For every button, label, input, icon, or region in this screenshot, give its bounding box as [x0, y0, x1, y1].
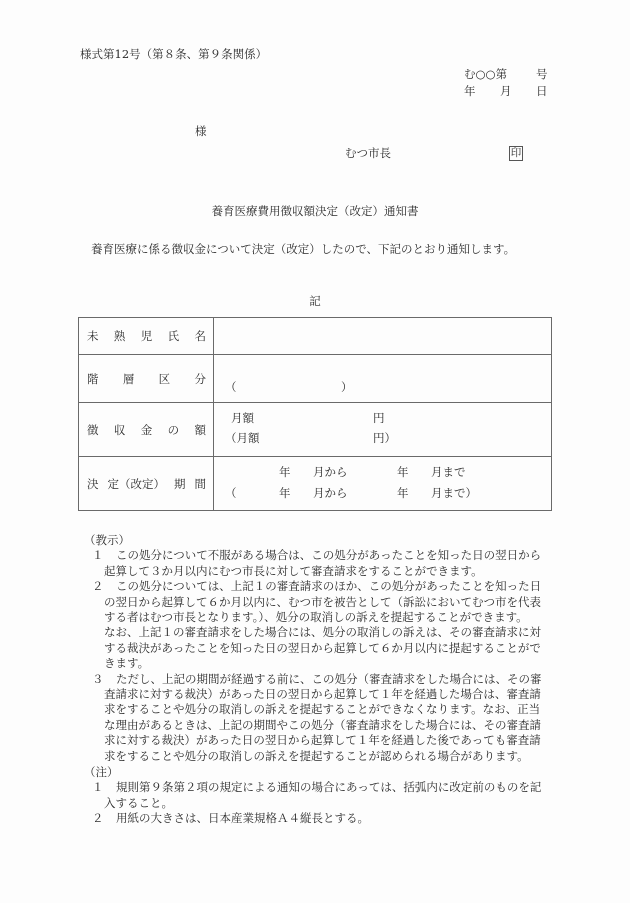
label-class [79, 355, 214, 403]
class-paren-close: ） [341, 380, 353, 394]
prev-period-to-year: 年 [397, 486, 409, 500]
chu-section [84, 765, 554, 827]
seal-mark: 印 [510, 147, 522, 159]
addressee-suffix: 様 [195, 124, 207, 138]
item-line: 求に対する裁決）があった日の翌日から起算して１年を経過した後であっても審査請 [104, 733, 541, 748]
item-line: する裁決があったことを知った日の翌日から起算して６か月以内に提起することがで [104, 640, 541, 655]
ki-heading: 記 [309, 294, 321, 308]
document-title: 養育医療費用徴収額決定（改定）通知書 [211, 204, 419, 218]
item-number: ２ [92, 579, 104, 594]
item-line: 規則第９条第２項の規定による通知の場合にあっては、括弧内に改定前のものを記 [116, 780, 542, 795]
item-line: 求をすることや処分の取消しの訴えを提起することができなくなります。なお、正当 [104, 702, 541, 717]
prev-yen-unit: 円） [373, 431, 396, 445]
prev-period-from-month: 月から [313, 486, 348, 500]
label-char: 氏 [167, 329, 180, 343]
item-number: ３ [92, 671, 104, 686]
label-amount [79, 403, 214, 457]
label-char: 収 [113, 422, 126, 437]
item-line: な理由があるときは、上記の期間やこの処分（審査請求をした場合には、その審査請 [104, 717, 541, 732]
class-paren-open: （ [225, 380, 237, 394]
label-char: 決 [87, 476, 99, 491]
period-from-year: 年 [279, 465, 291, 479]
label-char: 金 [140, 422, 153, 437]
label-char: 徴 [87, 422, 99, 437]
label-char: 区 [158, 371, 171, 386]
kyoji-section [84, 533, 554, 764]
item-number: １ [92, 780, 104, 795]
item-line: ただし、上記の期間が経過する前に、この処分（審査請求をした場合には、その審 [116, 671, 542, 686]
value-class[interactable] [214, 355, 552, 403]
label-period [79, 457, 214, 511]
form-number: 様式第12号（第８条、第９条関係） [80, 47, 268, 61]
label-char: 分 [194, 371, 206, 386]
label-char: 額 [194, 422, 206, 437]
label-infant-name [79, 318, 214, 355]
period-to-month: 月まで [431, 465, 466, 479]
label-char: 定（改定） [107, 476, 165, 491]
item-line: 起算して３か月以内にむつ市長に対して審査請求をすることができます。 [104, 563, 483, 578]
item-line: する者はむつ市長となります。）、処分の取消しの訴えを提起することができます。 [104, 610, 528, 625]
date-month: 月 [500, 84, 512, 98]
monthly-amount-label: 月額 [231, 411, 254, 425]
item-line: 査請求に対する裁決）があった日の翌日から起算して１年を経過した場合は、審査請 [104, 687, 541, 702]
item-line: きます。 [104, 656, 150, 671]
intro-text: 養育医療に係る徴収金について決定（改定）したので、下記のとおり通知します。 [91, 242, 516, 256]
prev-period-to-month: 月まで） [431, 486, 477, 500]
value-amount[interactable] [214, 403, 552, 457]
date-year: 年 [464, 84, 476, 98]
period-to-year: 年 [397, 465, 409, 479]
table-row-class [79, 355, 552, 403]
yen-unit: 円 [373, 411, 385, 425]
item-line: の翌日から起算して６か月以内に、むつ市を被告として（訴訟においてむつ市を代表 [104, 594, 541, 609]
chu-heading: （注） [84, 765, 119, 779]
table-row-period [79, 457, 552, 511]
kyoji-item-3 [84, 672, 554, 764]
doc-number-suffix: 号 [536, 67, 548, 81]
details-table [78, 317, 552, 511]
prev-period-from-year: 年 [279, 486, 291, 500]
date-day: 日 [536, 84, 548, 98]
label-char: 未 [87, 329, 99, 343]
item-line: 入すること。 [104, 795, 173, 810]
prev-period-paren-open: （ [225, 486, 237, 500]
value-period[interactable] [214, 457, 552, 511]
label-char: 名 [194, 329, 206, 343]
table-row-infant-name [79, 318, 552, 355]
label-char: 熟 [113, 329, 126, 343]
item-line: この処分については、上記１の審査請求のほか、この処分があったことを知った日 [116, 579, 542, 594]
label-char: 間 [194, 476, 206, 491]
item-number: ２ [92, 811, 104, 826]
item-line: この処分について不服がある場合は、この処分があったことを知った日の翌日から [116, 548, 542, 563]
period-from-month: 月から [313, 465, 348, 479]
doc-number-prefix: む○○第 [464, 67, 508, 81]
label-char: 層 [122, 371, 135, 386]
item-number: １ [92, 548, 104, 563]
label-char: 児 [140, 329, 153, 343]
kyoji-item-1 [84, 548, 554, 579]
label-char: の [167, 422, 180, 437]
label-char: 期 [174, 476, 186, 491]
chu-item-2 [84, 811, 554, 826]
label-char: 階 [87, 371, 99, 386]
item-line: 求をすることや処分の取消しの訴えを提起することが認められる場合があります。 [104, 748, 529, 763]
value-infant-name[interactable] [214, 318, 552, 355]
item-line: 用紙の大きさは、日本産業規格Ａ４縦長とする。 [116, 811, 369, 826]
prev-monthly-amount-label: （月額 [225, 431, 260, 445]
chu-item-1 [84, 780, 554, 811]
table-row-amount [79, 403, 552, 457]
item-line: なお、上記１の審査請求をした場合には、処分の取消しの訴えは、その審査請求に対 [104, 625, 541, 640]
kyoji-item-2 [84, 579, 554, 671]
kyoji-heading: （教示） [84, 533, 130, 547]
issuer-name: むつ市長 [345, 146, 391, 160]
